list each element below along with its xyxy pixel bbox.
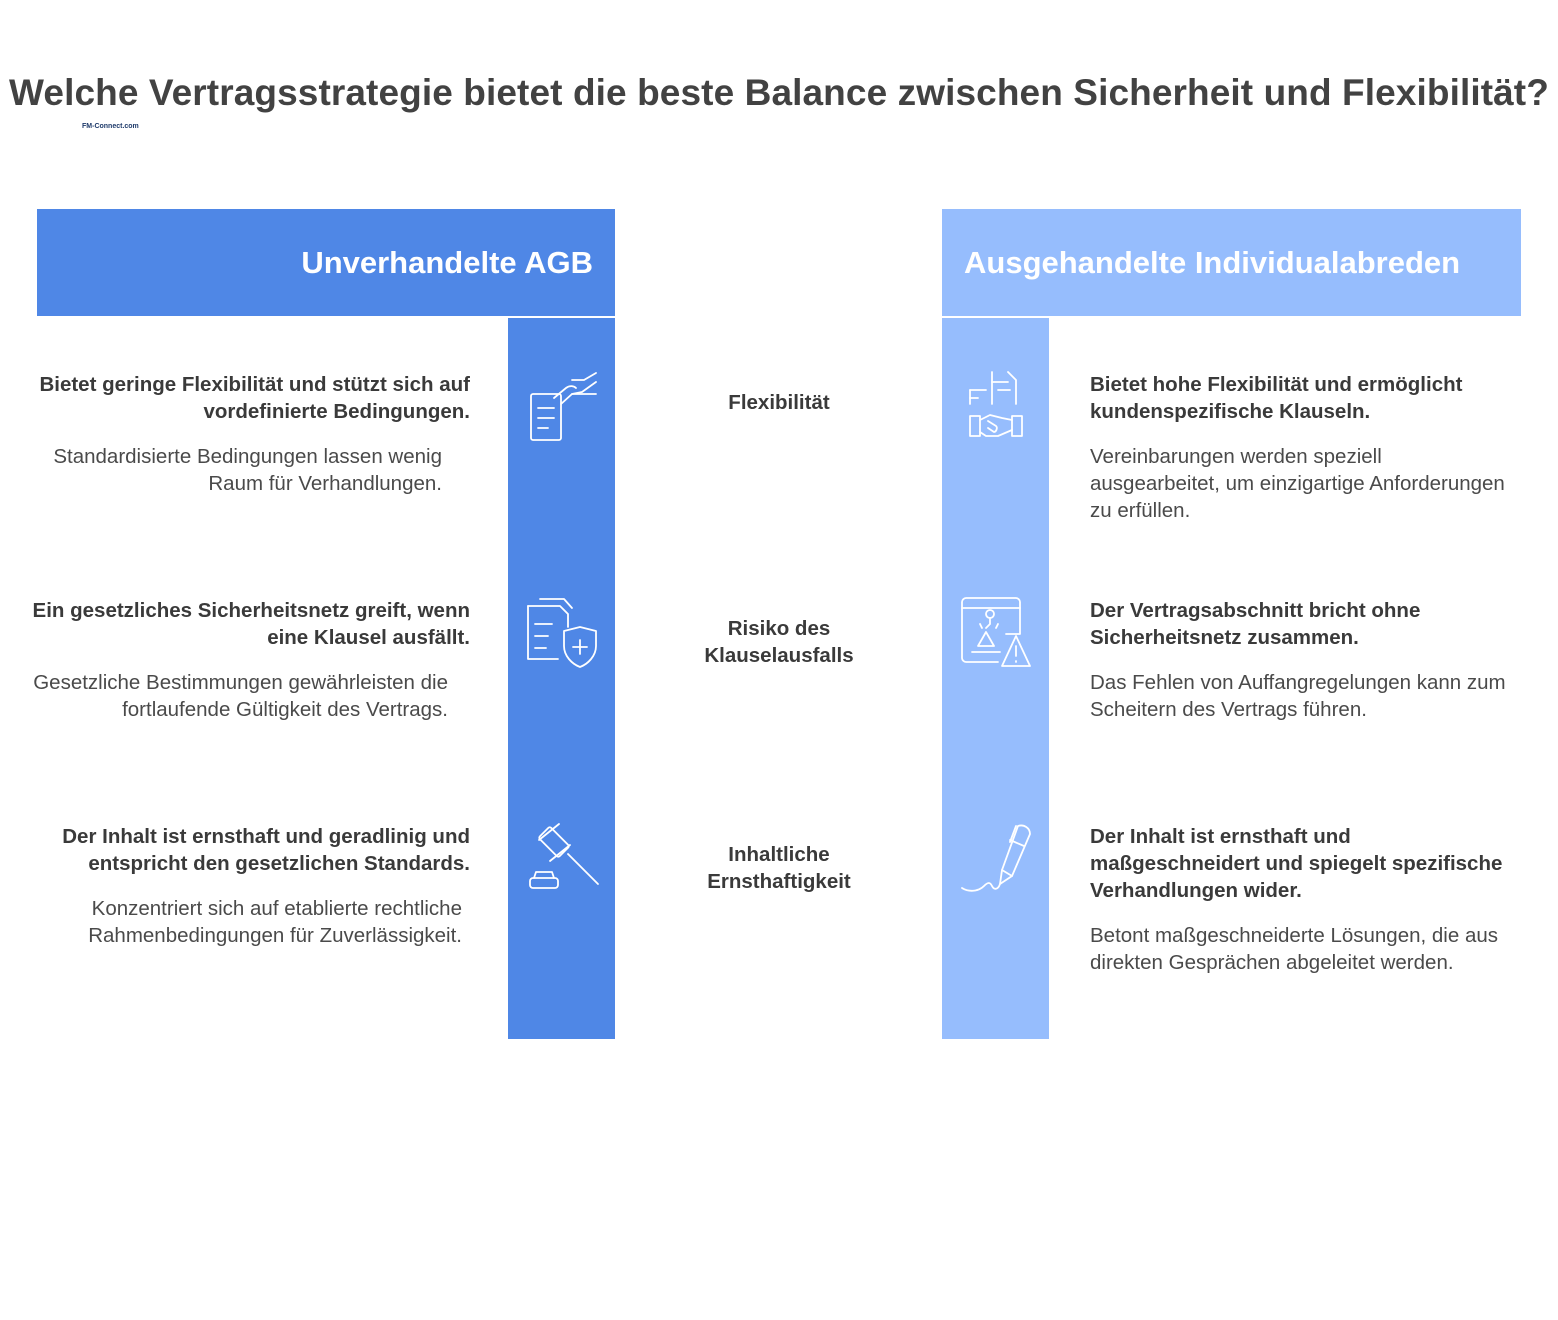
row-2-criterion: Risiko des Klauselausfalls: [704, 617, 854, 667]
row-2-right-cell: [1090, 597, 1510, 723]
row-1-criterion: Flexibilität: [728, 391, 830, 414]
row-3-left-heading: Der Inhalt ist ernsthaft und geradlinig und entspricht den gesetzlichen Standards.: [62, 825, 470, 875]
page-title: Welche Vertragsstrategie bietet die beste Balance zwischen Sicherheit und Flexibilität?: [9, 72, 1549, 113]
row-3-right-cell: [1090, 823, 1510, 976]
logo-text: FM-Connect.com: [82, 122, 139, 130]
row-1-left-cell: [30, 371, 470, 497]
column-header-left-label: Unverhandelte AGB: [301, 244, 593, 280]
handshake-icon: [958, 368, 1034, 444]
brand-logo: [80, 118, 139, 134]
row-2-right-description: Das Fehlen von Auffangregelungen kann zum Scheitern des Vertrags führen.: [1090, 671, 1506, 721]
column-header-right-label: Ausgehandelte Individualabreden: [964, 244, 1461, 280]
row-3-right-heading: Der Inhalt ist ernsthaft und maßgeschneidert und spiegelt spezifische Verhandlungen wider.: [1090, 825, 1503, 902]
row-1-left-description: Standardisierte Bedingungen lassen wenig Raum für Verhandlungen.: [53, 445, 442, 495]
row-3-right-description: Betont maßgeschneiderte Lösungen, die aus direkten Gesprächen abgeleitet werden.: [1090, 924, 1498, 974]
row-3-left-cell: [30, 823, 470, 949]
row-1-left-heading: Bietet geringe Flexibilität und stützt sich auf vordefinierte Bedingungen.: [39, 373, 470, 423]
row-2-right-heading: Der Vertragsabschnitt bricht ohne Sicherheitsnetz zusammen.: [1090, 599, 1421, 649]
row-2-left-cell: [30, 597, 470, 723]
row-3-left-description: Konzentriert sich auf etablierte rechtliche Rahmenbedingungen für Zuverlässigkeit.: [88, 897, 462, 947]
row-2-left-description: Gesetzliche Bestimmungen gewährleisten die fortlaufende Gültigkeit des Vertrags.: [33, 671, 448, 721]
hand-document-icon: [524, 368, 600, 444]
column-header-right: [942, 209, 1521, 316]
column-header-left: [37, 209, 615, 316]
document-shield-icon: [524, 594, 600, 670]
document-warning-icon: [958, 594, 1034, 670]
row-1-right-cell: [1090, 371, 1510, 524]
row-2-left-heading: Ein gesetzliches Sicherheitsnetz greift, wenn eine Klausel ausfällt.: [32, 599, 470, 649]
gavel-icon: [524, 820, 600, 896]
row-3-criterion: Inhaltliche Ernsthaftigkeit: [707, 843, 851, 893]
pen-signature-icon: [958, 820, 1034, 896]
row-1-right-description: Vereinbarungen werden speziell ausgearbeitet, um einzigartige Anforderungen zu erfüllen.: [1090, 445, 1505, 522]
row-1-right-heading: Bietet hohe Flexibilität und ermöglicht kundenspezifische Klauseln.: [1090, 373, 1463, 423]
